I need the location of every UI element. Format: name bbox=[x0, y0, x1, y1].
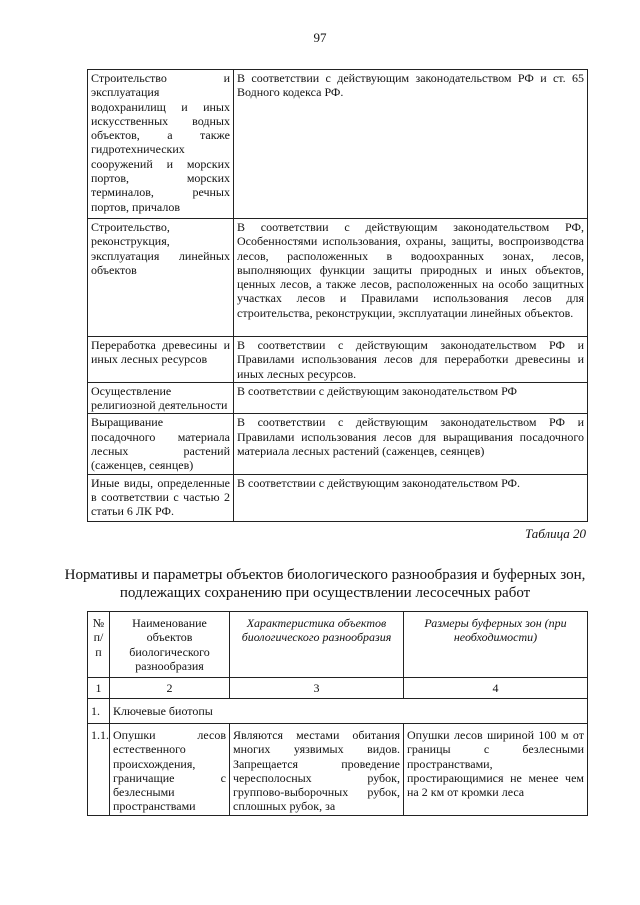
requirement-cell: В соответствии с действующим законодательством РФ и Правилами использования лесов для выращивания посадочного материала лесных растений (саженцев, сеянцев) bbox=[234, 414, 588, 474]
page-number: 97 bbox=[313, 30, 327, 45]
table-row bbox=[88, 474, 588, 521]
column-number: 4 bbox=[404, 678, 588, 699]
header-name: Наименование объектов биологического разнообразия bbox=[110, 612, 230, 678]
table-row bbox=[88, 219, 588, 337]
activity-cell: Иные виды, определенные в соответствии с частью 2 статьи 6 ЛК РФ. bbox=[88, 474, 234, 521]
table-row bbox=[88, 414, 588, 474]
activity-cell: Осуществление религиозной деятельности bbox=[88, 382, 234, 414]
column-number: 3 bbox=[230, 678, 404, 699]
requirement-cell: В соответствии с действующим законодательством РФ. bbox=[234, 474, 588, 521]
table-row bbox=[88, 382, 588, 414]
requirement-cell: В соответствии с действующим законодательством РФ и ст. 65 Водного кодекса РФ. bbox=[234, 70, 588, 219]
activity-cell: Строительство, реконструкция, эксплуатация линейных объектов bbox=[88, 219, 234, 337]
characteristic-cell: Являются местами обитания многих уязвимых видов. Запрещается проведение чересполосных рубок, группово-выборочных рубок, сплошных рубок, за bbox=[230, 724, 404, 816]
table-row bbox=[88, 337, 588, 383]
activity-cell: Выращивание посадочного материала лесных растений (саженцев, сеянцев) bbox=[88, 414, 234, 474]
requirement-cell: В соответствии с действующим законодательством РФ, Особенностями использования, охраны, защиты, воспроизводства лесов, расположенных в водоохранных зонах, лесов, выполняющих функции защиты природных и иных объектов, ценных лесов, а также лесов, расположенных на особо защитных участках лесов и Правилами использования лесов для строительства, реконструкции, эксплуатации линейных объектов. bbox=[234, 219, 588, 337]
land-use-requirements-table bbox=[87, 69, 588, 522]
section-title: Ключевые биотопы bbox=[110, 699, 588, 724]
activity-cell: Переработка древесины и иных лесных ресурсов bbox=[88, 337, 234, 383]
column-number: 1 bbox=[88, 678, 110, 699]
table-title: Нормативы и параметры объектов биологического разнообразия и буферных зон, подлежащих сохранению при осуществлении лесосечных работ bbox=[64, 567, 586, 601]
row-number: 1.1. bbox=[88, 724, 110, 816]
biodiversity-table bbox=[87, 611, 588, 816]
buffer-cell: Опушки лесов шириной 100 м от границы с безлесными пространствами, простирающимися не менее чем на 2 км от кромки леса bbox=[404, 724, 588, 816]
object-name-cell: Опушки лесов естественного происхождения, граничащие с безлесными пространствами bbox=[110, 724, 230, 816]
table-header-row bbox=[88, 612, 588, 678]
header-number: № п/п bbox=[88, 612, 110, 678]
header-buffer: Размеры буферных зон (при необходимости) bbox=[404, 612, 588, 678]
activity-cell: Строительство и эксплуатация водохранилищ и иных искусственных водных объектов, а также гидротехнических сооружений и морских портов, морских терминалов, речных портов, причалов bbox=[88, 70, 234, 219]
section-number: 1. bbox=[88, 699, 110, 724]
column-number: 2 bbox=[110, 678, 230, 699]
table-row bbox=[88, 70, 588, 219]
column-number-row bbox=[88, 678, 588, 699]
header-characteristic: Характеристика объектов биологического разнообразия bbox=[230, 612, 404, 678]
section-row bbox=[88, 699, 588, 724]
requirement-cell: В соответствии с действующим законодательством РФ и Правилами использования лесов для переработки древесины и иных лесных ресурсов. bbox=[234, 337, 588, 383]
table-row bbox=[88, 724, 588, 816]
requirement-cell: В соответствии с действующим законодательством РФ bbox=[234, 382, 588, 414]
table-label: Таблица 20 bbox=[524, 526, 586, 541]
